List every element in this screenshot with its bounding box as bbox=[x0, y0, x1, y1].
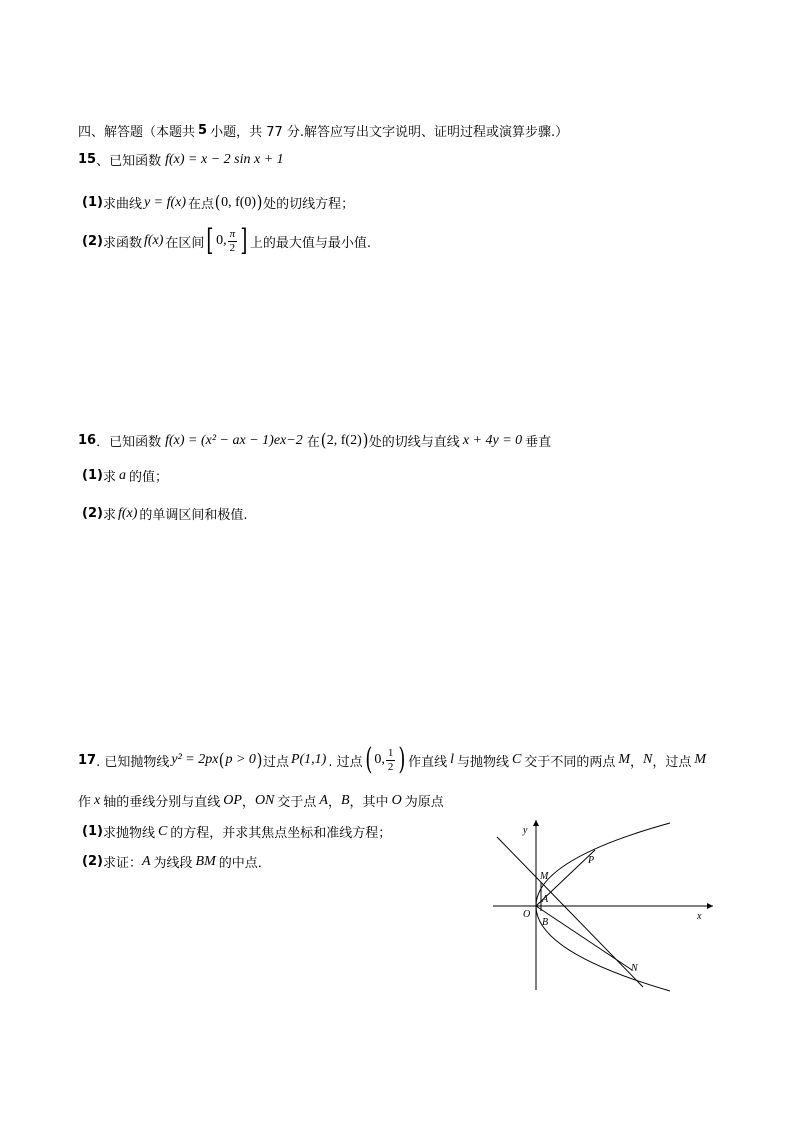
one-half: $\frac{1}{2}$ bbox=[387, 746, 394, 773]
q17-part2: (2) 求证： A 为线段 BM 的中点． bbox=[82, 853, 271, 871]
q16-stem: 16 ．已知函数 f(x) = (x² − ax − 1)e x−2 在 ( 2, f(2) ) 处的切线与直线 x + 4y = 0 垂直 bbox=[78, 430, 552, 451]
label-x: x bbox=[697, 911, 702, 922]
parabola-figure bbox=[485, 815, 725, 995]
label-P: P bbox=[588, 855, 595, 866]
pi-over-2: $\frac{\pi}{2}$ bbox=[229, 227, 236, 254]
q16-part2: (2) 求 f(x) 的单调区间和极值. bbox=[82, 505, 248, 523]
section-heading: 四、解答题（本题共 5 小题，共 77 分.解答应写出文字说明、证明过程或演算步骤.） bbox=[78, 123, 569, 140]
q15-stem: 15 、已知函数 f(x) = x − 2 sin x + 1 bbox=[78, 151, 284, 169]
q17-stem-line2: 作 x 轴的垂线分别与直线 OP ， ON 交于点 A ， B ，其中 O 为原点 bbox=[78, 792, 444, 810]
label-M: M bbox=[540, 871, 549, 882]
q17-part1: (1) 求抛物线 C 的方程，并求其焦点坐标和准线方程； bbox=[82, 823, 392, 841]
line-l bbox=[497, 837, 643, 987]
parabola-curve bbox=[536, 823, 670, 991]
q15-part1: (1) 求曲线 y = f(x) 在点 ( 0, f(0) ) 处的切线方程； bbox=[82, 192, 355, 213]
q15-part2: (2) 求函数 f(x) 在区间 [ 0, $\frac{\pi}{2}$ ] 上的最大值与最小值. bbox=[82, 223, 371, 258]
line-ON bbox=[536, 906, 632, 970]
q17-stem-line1: 17 . 已知抛物线 y² = 2px ( p > 0 ) 过点 P(1,1) . 过点 ( 0, $\frac{1}{2}$ ) 作直线 l 与抛物线 C 交于不同的两点 M ， N ，过点 M bbox=[78, 742, 707, 777]
label-N: N bbox=[631, 963, 638, 974]
q16-part1: (1) 求 a 的值； bbox=[82, 467, 168, 485]
label-B: B bbox=[542, 917, 549, 928]
label-O: O bbox=[523, 909, 531, 920]
label-A: A bbox=[542, 894, 549, 905]
label-y: y bbox=[523, 825, 528, 836]
